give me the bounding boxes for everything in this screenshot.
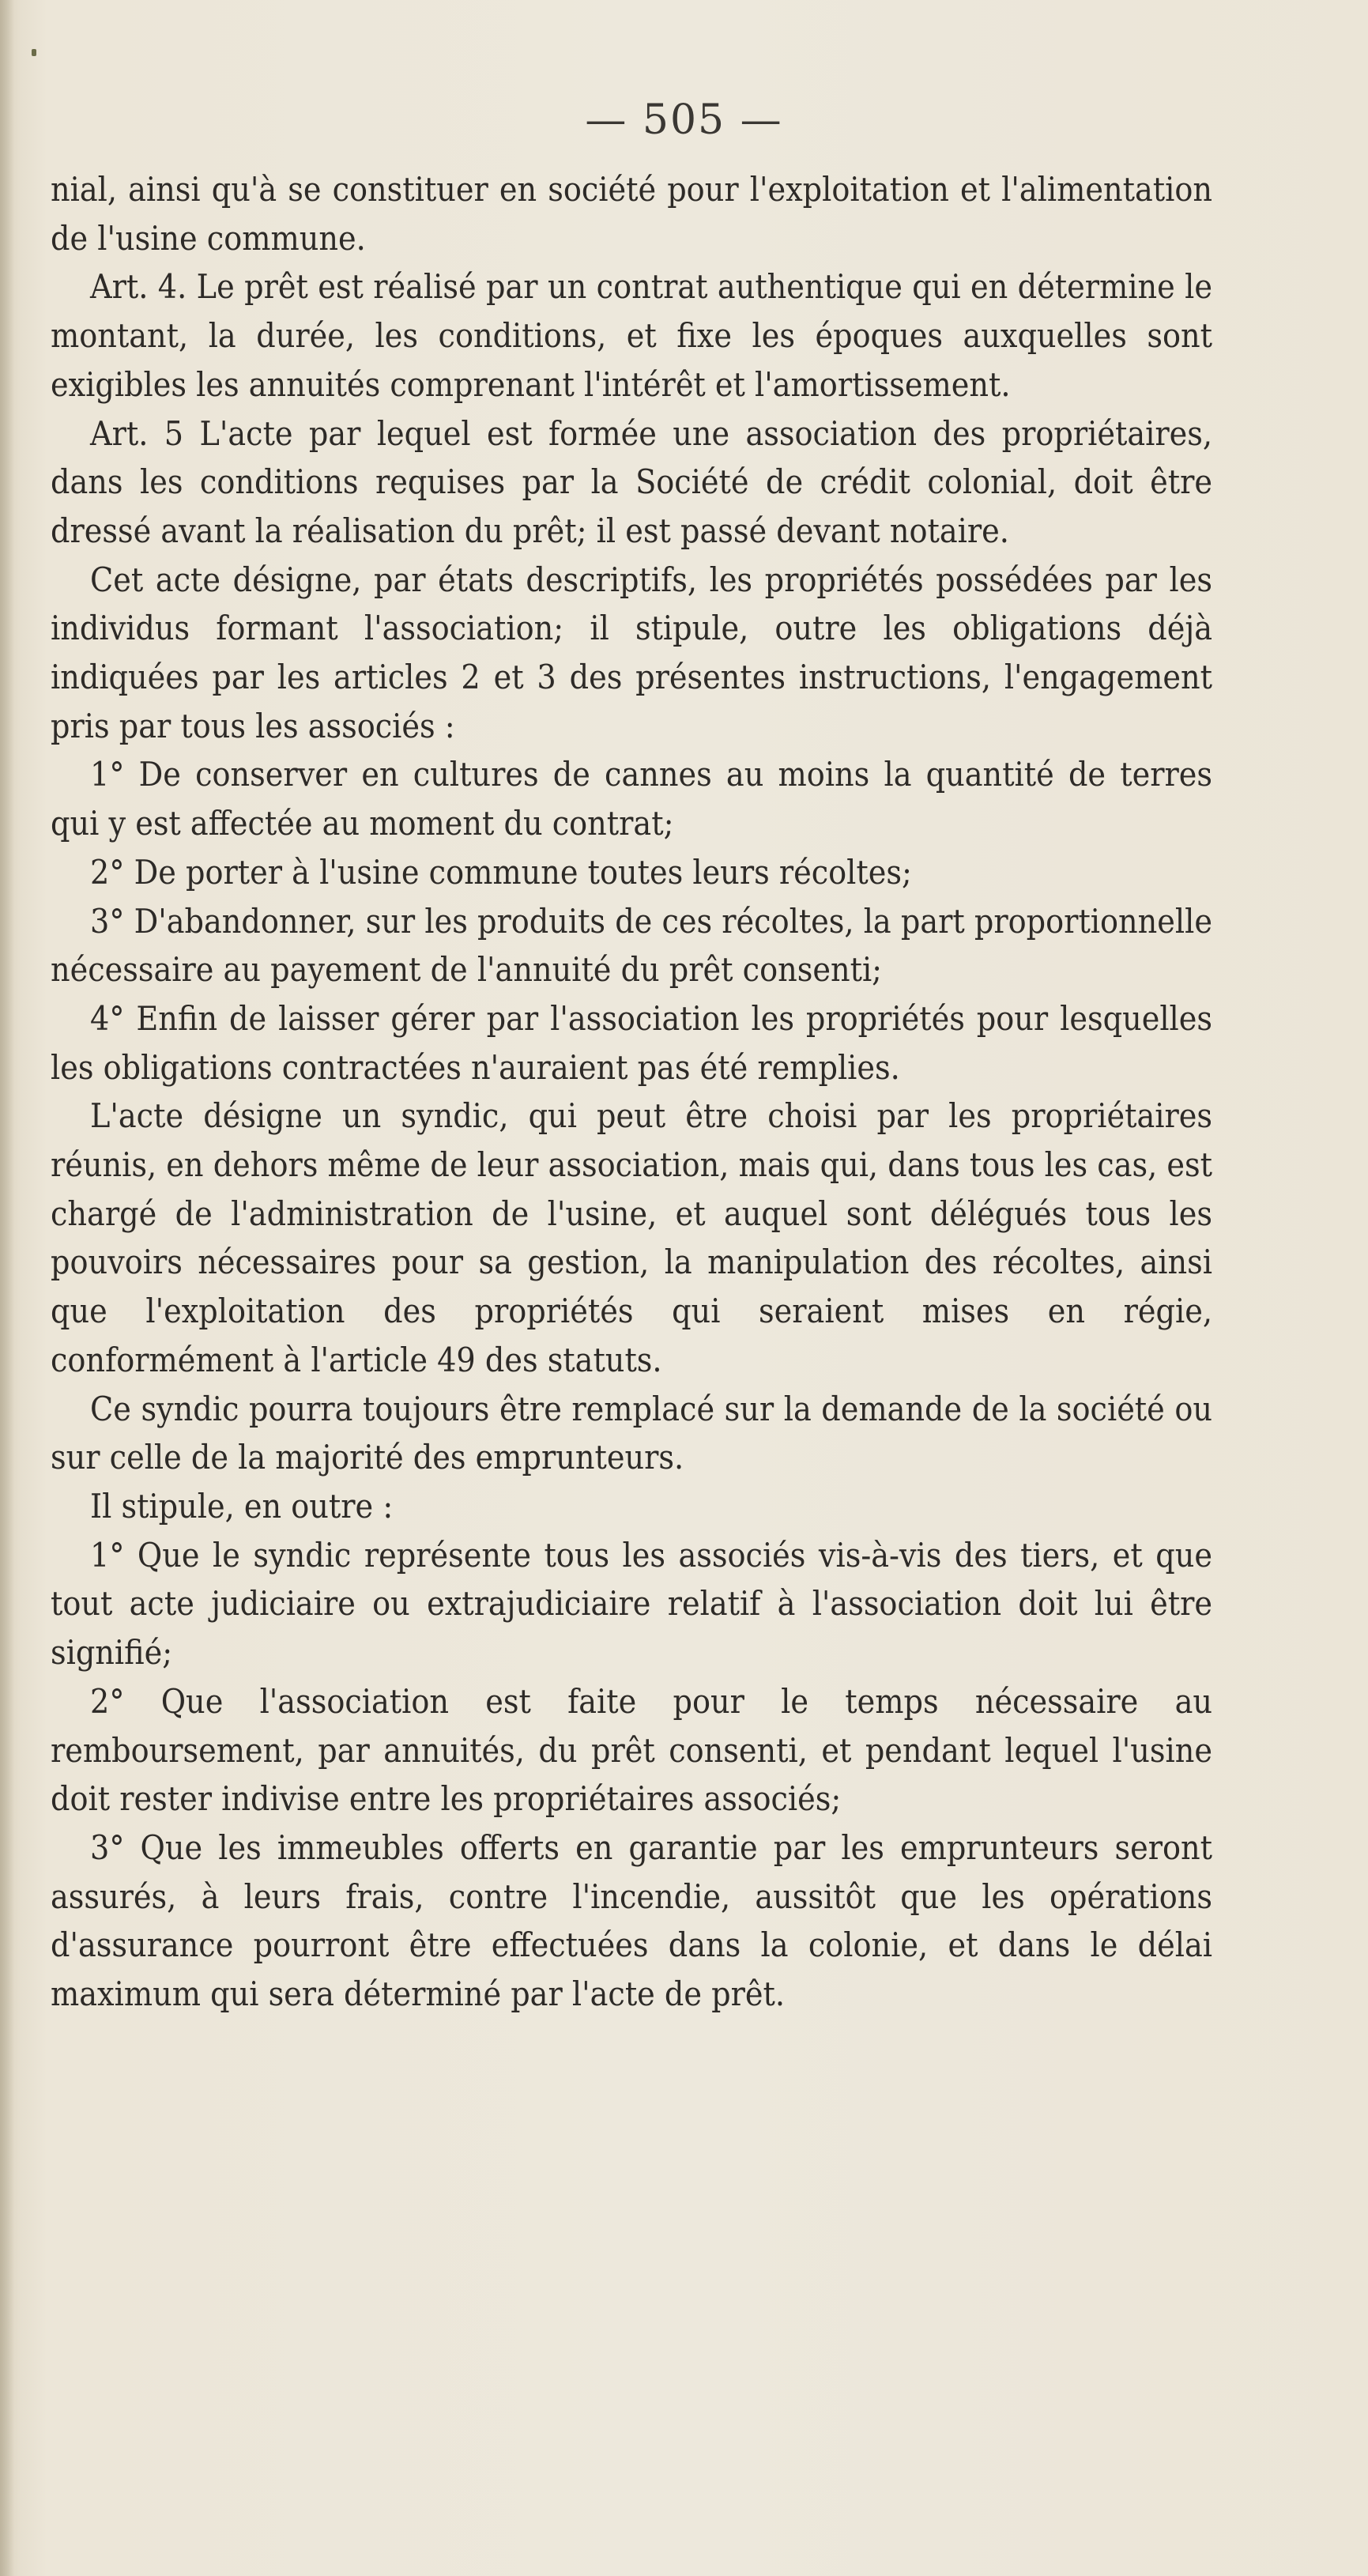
stipulation-1: 1° Que le syndic représente tous les associés vis-à-vis des tiers, et que tout acte judiciaire ou extrajudiciaire relatif à l'association doit lui être signifié; xyxy=(51,1536,1212,1673)
body-text xyxy=(51,166,1212,2020)
paragraph-syndic-remplace: Ce syndic pourra toujours être remplacé sur la demande de la société ou sur celle de la majorité des emprunteurs. xyxy=(51,1390,1212,1478)
list-item-4: 4° Enfin de laisser gérer par l'association les propriétés pour lesquelles les obligations contractées n'auraient pas été remplies. xyxy=(51,999,1212,1088)
paragraph-art-5: Art. 5 L'acte par lequel est formée une association des propriétaires, dans les conditions requises par la Société de crédit colonial, doit être dressé avant la réalisation du prêt; il est passé devant notaire. xyxy=(51,414,1212,551)
list-item-3: 3° D'abandonner, sur les produits de ces récoltes, la part proportionnelle nécessaire au payement de l'annuité du prêt consenti; xyxy=(51,902,1212,990)
paragraph-acte-designe: Cet acte désigne, par états descriptifs, les propriétés possédées par les individus formant l'association; il stipule, outre les obligations déjà indiquées par les articles 2 et 3 des présentes instructions, l'engagement pris par tous les associés : xyxy=(51,560,1212,746)
list-item-2: 2° De porter à l'usine commune toutes leurs récoltes; xyxy=(90,853,912,892)
page-spine-shadow xyxy=(0,0,14,2576)
ink-speck xyxy=(32,49,36,56)
page-number: — 505 — xyxy=(585,96,783,144)
stipulation-2: 2° Que l'association est faite pour le temps nécessaire au remboursement, par annuités, du prêt consenti, et pendant lequel l'usine doit rester indivise entre les propriétaires associés; xyxy=(51,1682,1212,1820)
paragraph-1: nial, ainsi qu'à se constituer en société pour l'exploitation et l'alimentation de l'usine commune. xyxy=(51,171,1212,258)
list-item-1: 1° De conserver en cultures de cannes au moins la quantité de terres qui y est affectée au moment du contrat; xyxy=(51,756,1212,844)
paragraph-art-4: Art. 4. Le prêt est réalisé par un contrat authentique qui en détermine le montant, la durée, les conditions, et fixe les époques auxquelles sont exigibles les annuités comprenant l'intérêt et l'amortissement. xyxy=(51,268,1212,405)
paragraph-syndic: L'acte désigne un syndic, qui peut être choisi par les propriétaires réunis, en dehors même de leur association, mais qui, dans tous les cas, est chargé de l'administration de l'usine, et auquel sont délégués tous les pouvoirs nécessaires pour sa gestion, la manipulation des récoltes, ainsi que l'exploitation des propriétés qui seraient mises en régie, conformément à l'article 49 des statuts. xyxy=(51,1097,1212,1380)
stipulation-3: 3° Que les immeubles offerts en garantie par les emprunteurs seront assurés, à leurs frais, contre l'incendie, aussitôt que les opérations d'assurance pourront être effectuées dans la colonie, et dans le délai maximum qui sera déterminé par l'acte de prêt. xyxy=(51,1828,1212,2015)
paragraph-stipule: Il stipule, en outre : xyxy=(90,1487,394,1526)
